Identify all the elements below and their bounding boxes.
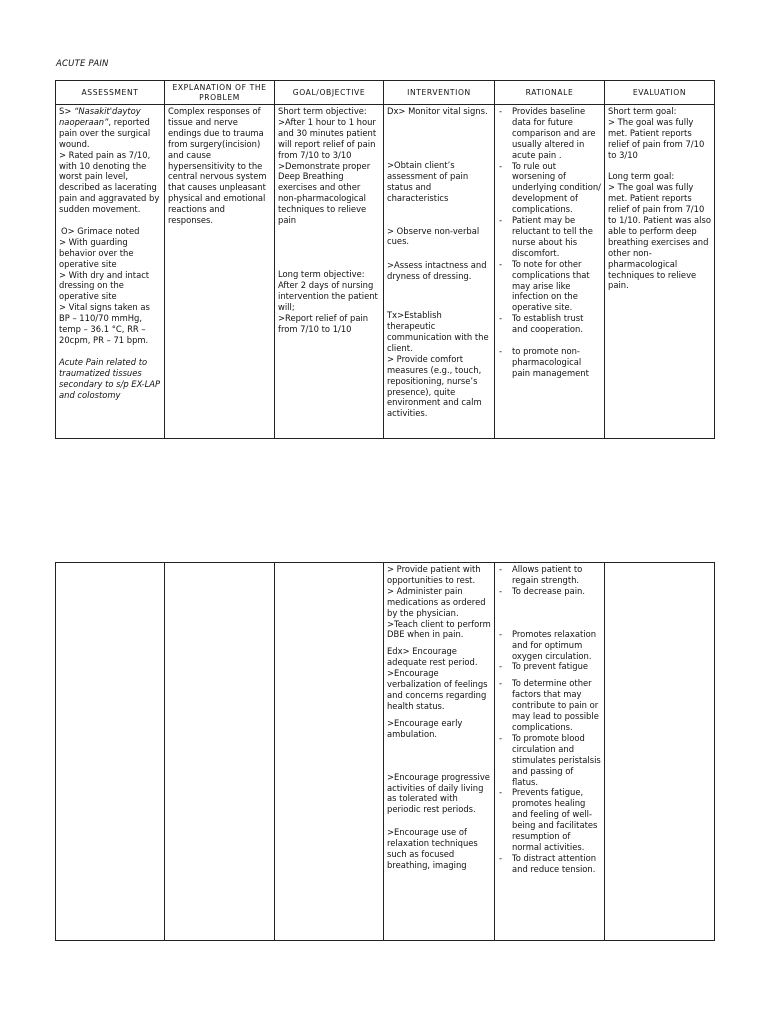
intervention-item: >Encourage progressive activities of daily living as tolerated with periodic rest periods.	[387, 771, 490, 815]
rationale-item: - Patient may be reluctant to tell the nurse about his discomfort.	[498, 215, 601, 259]
rationale-cell	[495, 563, 605, 941]
intervention-cell	[384, 105, 495, 439]
header-intervention: INTERVENTION	[384, 81, 495, 105]
rationale-item: - Prevents fatigue, promotes healing and feeling of well-being and facilitates resumption of normal activities.	[498, 787, 601, 852]
intervention-item: >Obtain client’s assessment of pain status and characteristics	[387, 159, 469, 203]
assessment-cell-empty	[56, 563, 165, 941]
objective-item: > With dry and intact dressing on the operative site	[59, 269, 150, 302]
intervention-item: >Encourage early ambulation.	[387, 717, 463, 739]
intervention-item: > Observe non-verbal cues.	[387, 225, 480, 247]
short-term-objective-item: >After 1 hour to 1 hour and 30 minutes patient will report relief of pain from 7/10 to 3/10	[278, 116, 377, 160]
rationale-item: - To decrease pain.	[498, 586, 601, 597]
rationale-item: - Allows patient to regain strength.	[498, 564, 601, 586]
intervention-item: >Assess intactness and dryness of dressing.	[387, 260, 487, 282]
rationale-item: - To note for other complications that may arise like infection on the operative site.	[498, 259, 601, 314]
short-term-goal-label: Short term goal:	[608, 106, 677, 116]
assessment-cell	[56, 105, 165, 439]
explanation-cell-empty	[165, 563, 275, 941]
header-rationale: RATIONALE	[495, 81, 605, 105]
vital-signs: > Vital signs taken as BP – 110/70 mmHg, temp – 36.1 °C, RR – 20cpm, PR – 71 bpm.	[59, 302, 150, 346]
objective-item: > With guarding behavior over the operative site	[59, 236, 134, 269]
header-explanation: EXPLANATION OF THE PROBLEM	[165, 81, 275, 105]
nursing-diagnosis: Acute Pain related to traumatized tissues secondary to s/p EX-LAP and colostomy	[59, 356, 161, 400]
document-title: ACUTE PAIN	[56, 59, 109, 69]
header-row	[56, 81, 715, 105]
long-term-objective-label: Long term objective:	[278, 268, 365, 279]
evaluation-cell-empty	[605, 563, 715, 941]
header-assessment: ASSESSMENT	[56, 81, 165, 105]
rationale-item: - To distract attention and reduce tension.	[498, 853, 601, 875]
content-row	[56, 105, 715, 439]
intervention-cell	[384, 563, 495, 941]
care-plan-table-page-2	[55, 562, 715, 941]
rationale-item: - Promotes relaxation and for optimum oxygen circulation.	[498, 629, 601, 662]
header-goal: GOAL/OBJECTIVE	[275, 81, 384, 105]
intervention-item: > Provide comfort measures (e.g., touch, repositioning, nurse’s presence), quite environment and calm activities.	[387, 353, 482, 419]
objective-item: O> Grimace noted	[61, 225, 140, 236]
long-term-goal-label: Long term goal:	[608, 171, 675, 182]
long-term-goal-result: > The goal was fully met. Patient reports relief of pain from 7/10 to 1/10. Patient was also able to perform deep breathing exercises and other non-pharmacological techniques to relieve pain.	[608, 182, 711, 291]
intervention-item: >Encourage use of relaxation techniques such as focused breathing, imaging	[387, 827, 478, 870]
subjective-data: S> “Nasakit'daytoy naoperaan”, reported pain over the surgical wound.	[59, 106, 151, 149]
long-term-objective-item: >Report relief of pain from 7/10 to 1/10	[278, 312, 369, 334]
intervention-item: Edx> Encourage adequate rest period.	[387, 646, 478, 668]
intervention-item: >Encourage verbalization of feelings and concerns regarding health status.	[387, 668, 488, 711]
short-term-objective-label: Short term objective:	[278, 106, 367, 116]
patient-quote: “Nasakit'daytoy naoperaan”	[59, 106, 141, 127]
rationale-item: - To prevent fatigue	[498, 661, 601, 672]
goal-cell	[275, 105, 384, 439]
rationale-item: - To establish trust and cooperation.	[498, 313, 601, 335]
header-evaluation: EVALUATION	[605, 81, 715, 105]
intervention-item: > Administer pain medications as ordered by the physician.	[387, 585, 486, 618]
rationale-item: - To rule out worsening of underlying condition/ development of complications.	[498, 161, 601, 216]
intervention-item: Tx>Establish therapeutic communication with the client.	[387, 310, 489, 353]
rationale-item: - Provides baseline data for future comparison and are usually altered in acute pain .	[498, 106, 601, 161]
content-row	[56, 563, 715, 941]
rationale-item: - to promote non-pharmacological pain management	[498, 346, 601, 379]
intervention-item: >Teach client to perform DBE when in pain.	[387, 618, 491, 640]
explanation-cell	[165, 105, 275, 439]
evaluation-cell	[605, 105, 715, 439]
subjective-item: > Rated pain as 7/10, with 10 denoting the worst pain level, described as lacerating pain and aggravated by sudden movement.	[59, 149, 160, 215]
rationale-item: - To determine other factors that may contribute to pain or may lead to possible complications.	[498, 678, 601, 733]
rationale-item: - To promote blood circulation and stimulates peristalsis and passing of flatus.	[498, 733, 601, 788]
care-plan-table-page-1	[55, 80, 715, 439]
short-term-goal-result: > The goal was fully met. Patient reports relief of pain from 7/10 to 3/10	[608, 116, 705, 160]
explanation-text: Complex responses of tissue and nerve endings due to trauma from surgery(incision) and cause hypersensitivity to the central nervous system that causes unpleasant physical and emotional reactions and responses.	[168, 106, 267, 226]
long-term-objective-item: After 2 days of nursing intervention the patient will;	[278, 279, 378, 312]
goal-cell-empty	[275, 563, 384, 941]
rationale-cell	[495, 105, 605, 439]
intervention-item: Dx> Monitor vital signs.	[387, 106, 488, 116]
intervention-item: > Provide patient with opportunities to rest.	[387, 564, 481, 585]
short-term-objective-item: >Demonstrate proper Deep Breathing exercises and other non-pharmacological techniques to relieve pain	[278, 160, 371, 226]
